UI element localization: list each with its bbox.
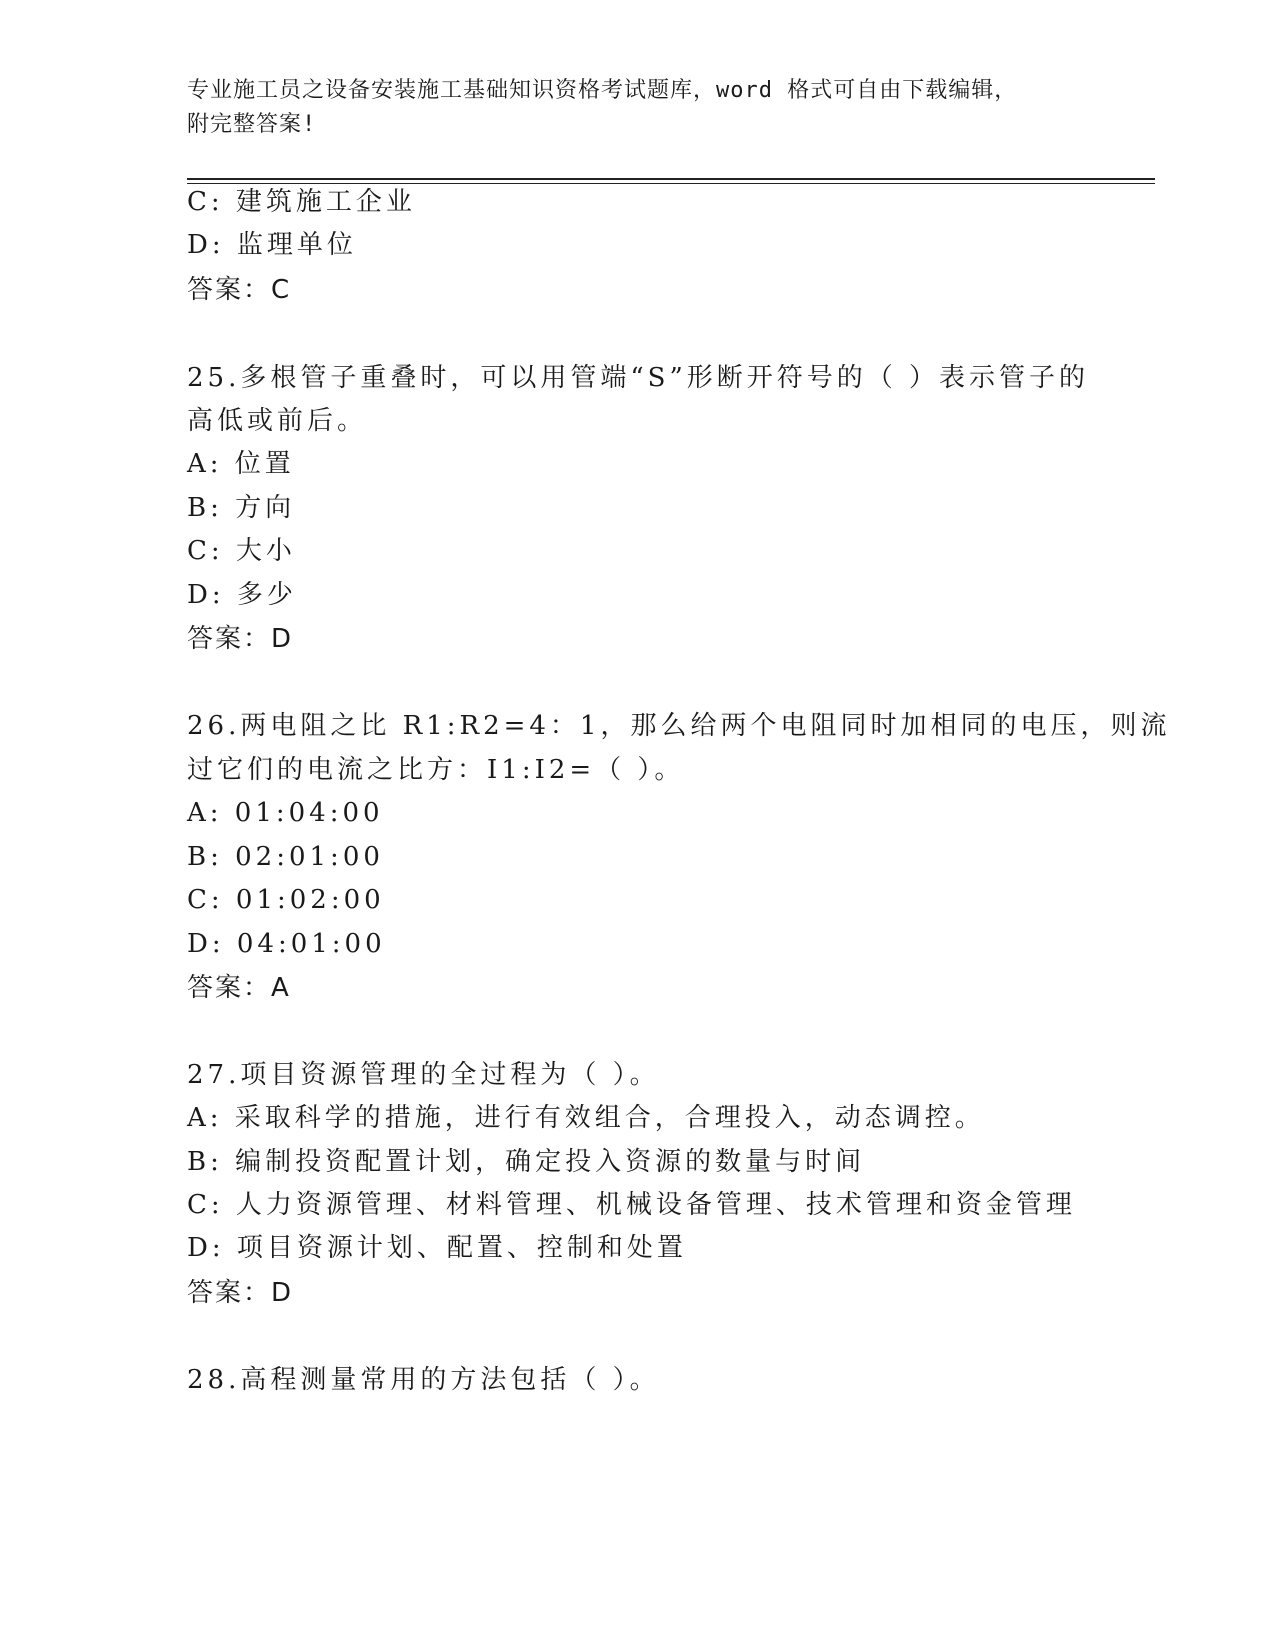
option-d: D: 监理单位 xyxy=(187,230,357,260)
question-27-option-b: B: 编制投资配置计划，确定投入资源的数量与时间 xyxy=(187,1147,866,1177)
question-25-stem-line-1: 25.多根管子重叠时，可以用管端“S”形断开符号的（ ）表示管子的 xyxy=(187,363,1090,393)
question-25-answer: 答案：D xyxy=(187,624,294,654)
question-26-option-c: C: 01:02:00 xyxy=(187,885,385,915)
question-27-option-a: A: 采取科学的措施，进行有效组合，合理投入，动态调控。 xyxy=(187,1103,985,1133)
header-line-1: 专业施工员之设备安装施工基础知识资格考试题库，word 格式可自由下载编辑， xyxy=(187,78,1018,103)
question-27-stem-line-1: 27.项目资源管理的全过程为（ ）。 xyxy=(187,1060,660,1090)
question-25-option-b: B: 方向 xyxy=(187,493,296,523)
question-26-stem-line-2: 过它们的电流之比方：I1:I2=（ ）。 xyxy=(187,755,685,785)
question-26-option-d: D: 04:01:00 xyxy=(187,929,386,959)
question-28-stem-line-1: 28.高程测量常用的方法包括（ ）。 xyxy=(187,1365,660,1395)
question-25-stem-line-2: 高低或前后。 xyxy=(187,406,368,436)
header-divider-thick xyxy=(187,178,1155,180)
option-c: C: 建筑施工企业 xyxy=(187,187,416,217)
question-26-option-a: A: 01:04:00 xyxy=(187,798,384,828)
question-26-answer: 答案：A xyxy=(187,973,291,1003)
answer: 答案：C xyxy=(187,275,292,305)
question-25-option-a: A: 位置 xyxy=(187,449,295,479)
question-27-answer: 答案：D xyxy=(187,1278,294,1308)
question-25-option-d: D: 多少 xyxy=(187,580,297,610)
question-25-option-c: C: 大小 xyxy=(187,536,296,566)
question-26-stem-line-1: 26.两电阻之比 R1:R2=4：1，那么给两个电阻同时加相同的电压，则流 xyxy=(187,711,1171,741)
question-26-option-b: B: 02:01:00 xyxy=(187,842,384,872)
question-27-option-c: C: 人力资源管理、材料管理、机械设备管理、技术管理和资金管理 xyxy=(187,1190,1076,1220)
document-header xyxy=(187,74,1087,142)
question-27-option-d: D: 项目资源计划、配置、控制和处置 xyxy=(187,1233,687,1263)
header-line-2: 附完整答案! xyxy=(187,112,317,137)
header-divider-thin xyxy=(187,183,1155,184)
